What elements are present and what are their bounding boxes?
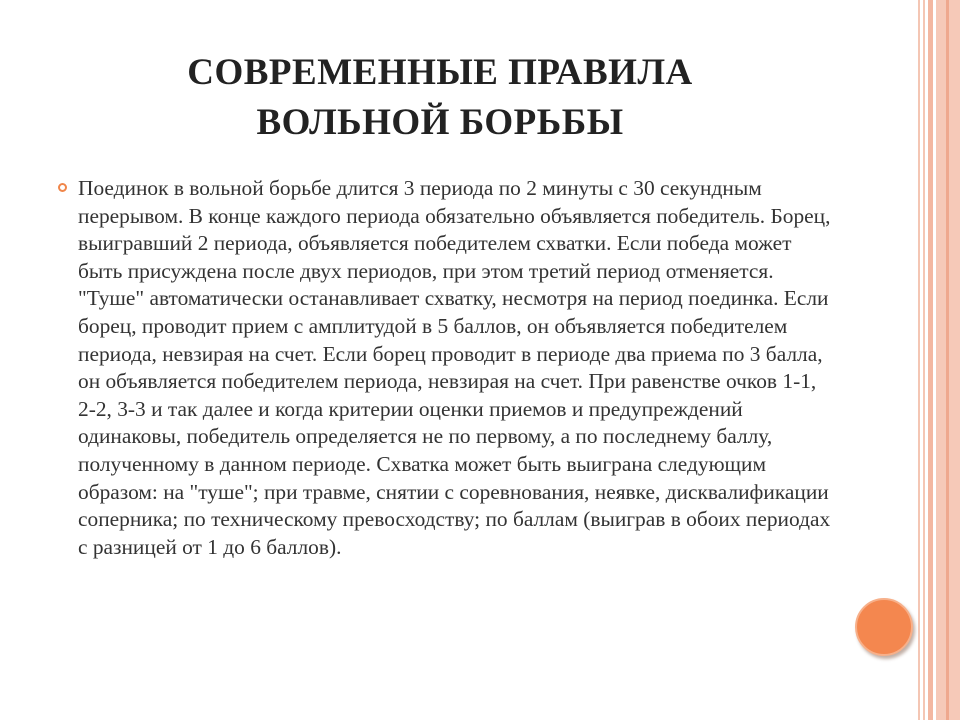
decor-circle bbox=[855, 598, 913, 656]
bullet-icon bbox=[58, 183, 67, 192]
slide-body-text: Поединок в вольной борьбе длится 3 периода по 2 минуты с 30 секундным перерывом. В конце каждого периода обязательно объявляется победитель. Борец, выигравший 2 периода, объявляется победителем схватки. Если победа может быть присуждена после двух периодов, при этом третий период отменяется. "Туше" автоматически останавливает схватку, несмотря на период поединка. Если борец, проводит прием с амплитудой в 5 баллов, он объявляется победителем периода, невзирая на счет. Если борец проводит в периоде два приема по 3 балла, он объявляется победителем периода, невзирая на счет. При равенстве очков 1-1, 2-2, 3-3 и так далее и когда критерии оценки приемов и предупреждений одинаковы, победитель определяется не по первому, а по последнему баллу, полученному в данном периоде. Схватка может быть выиграна следующим образом: на "туше"; при травме, снятии с соревнования, неявке, дисквалификации соперника; по техническому превосходству; по баллам (выиграв в обоих периодах с разницей от 1 до 6 баллов). bbox=[78, 176, 831, 559]
decor-stripe bbox=[918, 0, 920, 720]
decor-stripe bbox=[946, 0, 949, 720]
decor-stripe bbox=[923, 0, 925, 720]
slide-title: СОВРЕМЕННЫЕ ПРАВИЛА ВОЛЬНОЙ БОРЬБЫ bbox=[187, 52, 693, 143]
decor-stripe bbox=[928, 0, 933, 720]
